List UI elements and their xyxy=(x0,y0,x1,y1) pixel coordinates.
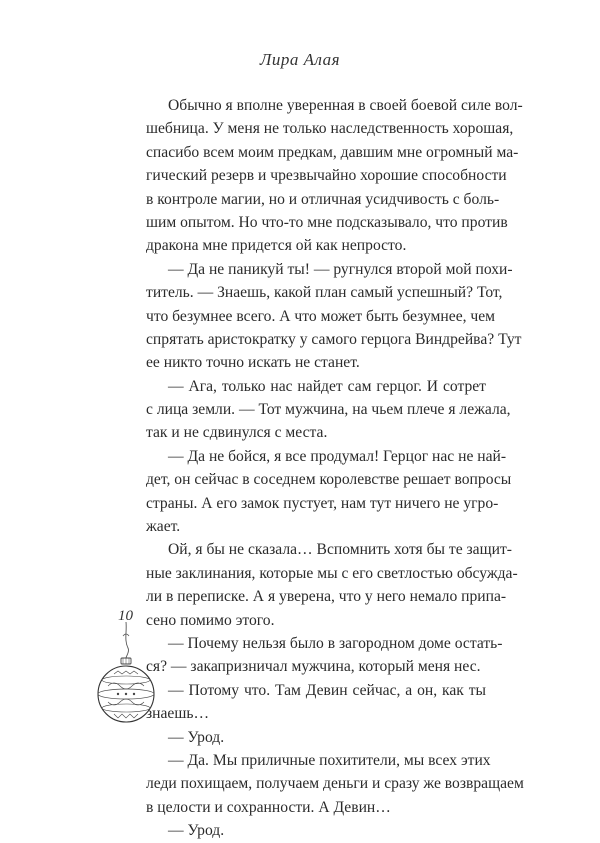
text-line: Обычно я вполне уверенная в своей боевой силе вол- xyxy=(168,97,523,114)
text-line: дет, он сейчас в соседнем королевстве решает вопросы xyxy=(146,471,512,489)
text-line: Ой, я бы не сказала… Вспомнить хотя бы те защит- xyxy=(168,541,512,559)
text-line: ее никто точно искать не станет. xyxy=(146,354,360,372)
text-line: — Урод. xyxy=(168,822,225,840)
text-line: ные заклинания, которые мы с его светлостью обсужда- xyxy=(146,564,518,582)
text-line: леди похищаем, получаем деньги и сразу же возвращаем xyxy=(146,775,524,793)
text-line: спрятать аристократку у самого герцога Виндрейва? Тут xyxy=(146,330,522,348)
text-line: — Да. Мы приличные похитители, мы всех этих xyxy=(168,751,491,769)
text-line: — Почему нельзя было в загородном доме остать- xyxy=(168,634,503,652)
text-line: шим опытом. Но что-то мне подсказывало, что против xyxy=(146,213,508,231)
text-line: — Урод. xyxy=(168,728,225,746)
text-line: сено помимо этого. xyxy=(146,611,275,629)
text-line: — Да не паникуй ты! — ругнулся второй мой похи- xyxy=(168,260,513,278)
text-line: дракона мне придется ой как непросто. xyxy=(146,237,407,255)
text-line: спасибо всем моим предкам, давшим мне огромный ма- xyxy=(146,143,519,161)
page-number: 10 xyxy=(118,608,133,624)
christmas-ball-ornament-icon xyxy=(96,622,156,728)
text-line: гический резерв и чрезвычайно хорошие способности xyxy=(146,167,507,185)
text-line: ся? — закапризничал мужчина, который меня нес. xyxy=(146,658,481,676)
body-text xyxy=(146,94,524,843)
text-line: — Потому что. Там Девин сейчас, а он, как ты xyxy=(168,681,486,699)
text-line: что безумнее всего. А что может быть безумнее, чем xyxy=(146,307,496,325)
text-line: ли в переписке. А я уверена, что у него немало припа- xyxy=(146,588,507,606)
text-line: жает. xyxy=(146,518,181,536)
text-line: — Да не бойся, я все продумал! Герцог нас не най- xyxy=(168,447,507,465)
text-line: страны. А его замок пустует, нам тут ничего не угро- xyxy=(146,494,499,512)
text-line: в целости и сохранности. А Девин… xyxy=(146,798,391,816)
text-line: — Ага, только нас найдет сам герцог. И сотрет xyxy=(168,377,486,395)
text-line: с лица земли. — Тот мужчина, на чьем плече я лежала, xyxy=(146,401,511,419)
text-line: шебница. У меня не только наследственность хорошая, xyxy=(146,120,514,138)
text-line: титель. — Знаешь, какой план самый успешный? Тот, xyxy=(146,284,503,302)
text-line: так и не сдвинулся с места. xyxy=(146,424,328,442)
text-line: в контроле магии, но и отличная усидчивость с боль- xyxy=(146,190,500,208)
text-line: знаешь… xyxy=(146,705,210,723)
running-header-author: Лира Алая xyxy=(259,50,341,69)
